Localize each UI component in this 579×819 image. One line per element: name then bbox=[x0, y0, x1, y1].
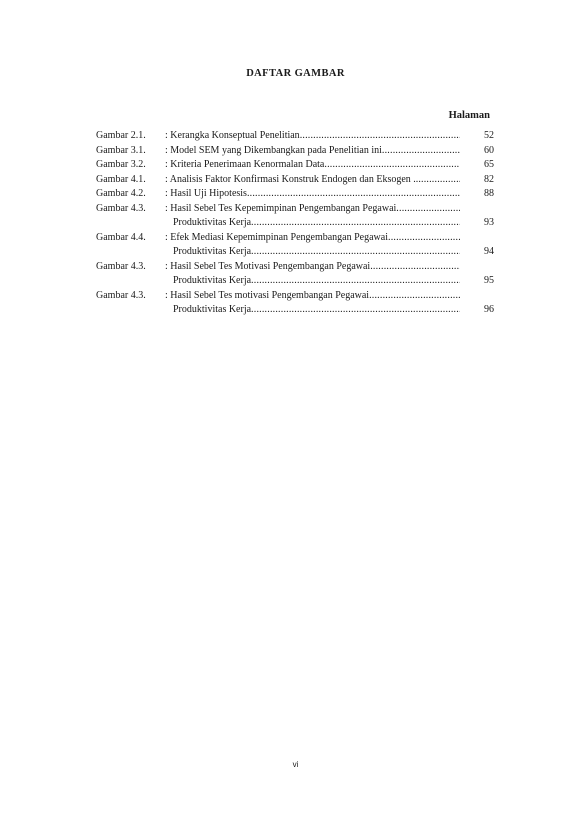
list-of-figures bbox=[96, 129, 494, 318]
figure-page-number: 94 bbox=[484, 246, 494, 257]
figure-page-number: 93 bbox=[484, 217, 494, 228]
figure-label: Gambar 4.3. bbox=[96, 289, 146, 301]
table-row bbox=[96, 158, 494, 173]
figure-label: Gambar 3.1. bbox=[96, 144, 146, 156]
table-row bbox=[96, 144, 494, 159]
figure-caption bbox=[165, 173, 460, 188]
figure-caption bbox=[165, 231, 460, 246]
figure-caption-text: : Kriteria Penerimaan Kenormalan Data bbox=[165, 159, 325, 170]
figure-page-number: 96 bbox=[484, 304, 494, 315]
figure-page-number: 88 bbox=[484, 188, 494, 199]
figure-caption-text: : Kerangka Konseptual Penelitian bbox=[165, 130, 300, 141]
figure-caption-text: : Analisis Faktor Konfirmasi Konstruk Endogen dan Eksogen .. bbox=[165, 173, 419, 185]
dot-leader bbox=[382, 144, 460, 159]
figure-page-number: 82 bbox=[484, 173, 494, 185]
dot-leader bbox=[251, 274, 460, 289]
figure-label: Gambar 3.2. bbox=[96, 159, 146, 170]
dot-leader bbox=[247, 187, 460, 202]
figure-caption bbox=[165, 274, 460, 289]
dot-leader bbox=[300, 129, 460, 144]
table-row bbox=[96, 173, 494, 188]
figure-caption-text: Produktivitas Kerja bbox=[173, 246, 252, 257]
figure-page-number: 65 bbox=[484, 159, 494, 170]
figure-label: Gambar 2.1. bbox=[96, 130, 146, 141]
figure-caption-text: : Efek Mediasi Kepemimpinan Pengembangan Pegawai bbox=[165, 231, 388, 243]
figure-label: Gambar 4.3. bbox=[96, 202, 146, 214]
figure-caption bbox=[165, 216, 460, 231]
figure-caption-text: Produktivitas Kerja bbox=[173, 304, 252, 315]
figure-label: Gambar 4.2. bbox=[96, 188, 146, 199]
dot-leader bbox=[251, 245, 460, 260]
dot-leader bbox=[370, 260, 460, 275]
dot-leader bbox=[324, 158, 460, 173]
figure-caption bbox=[165, 260, 460, 275]
table-row-continuation bbox=[96, 216, 494, 231]
figure-caption-text: Produktivitas Kerja bbox=[173, 217, 252, 228]
table-row bbox=[96, 187, 494, 202]
figure-page-number: 95 bbox=[484, 275, 494, 286]
table-row-continuation bbox=[96, 245, 494, 260]
figure-caption bbox=[165, 245, 460, 260]
figure-caption-text: : Hasil Uji Hipotesis bbox=[165, 188, 247, 199]
figure-caption bbox=[165, 129, 460, 144]
table-row bbox=[96, 231, 494, 246]
dot-leader bbox=[396, 202, 460, 217]
table-row-continuation bbox=[96, 274, 494, 289]
figure-caption bbox=[165, 202, 460, 217]
dot-leader bbox=[418, 173, 460, 188]
table-row bbox=[96, 129, 494, 144]
figure-caption bbox=[165, 158, 460, 173]
figure-label: Gambar 4.1. bbox=[96, 173, 146, 185]
page-title: DAFTAR GAMBAR bbox=[246, 68, 345, 79]
figure-page-number: 52 bbox=[484, 130, 494, 141]
figure-caption bbox=[165, 144, 460, 159]
dot-leader bbox=[251, 303, 460, 318]
figure-caption bbox=[165, 289, 460, 304]
table-row bbox=[96, 289, 494, 304]
figure-caption-text: Produktivitas Kerja bbox=[173, 275, 252, 286]
figure-caption bbox=[165, 187, 460, 202]
table-row bbox=[96, 260, 494, 275]
figure-label: Gambar 4.4. bbox=[96, 231, 146, 243]
page-number: vi bbox=[292, 760, 299, 769]
table-row-continuation bbox=[96, 303, 494, 318]
figure-page-number: 60 bbox=[484, 144, 494, 156]
figure-label: Gambar 4.3. bbox=[96, 260, 146, 272]
dot-leader bbox=[369, 289, 460, 304]
dot-leader bbox=[251, 216, 460, 231]
dot-leader bbox=[388, 231, 460, 246]
figure-caption-text: : Hasil Sebel Tes motivasi Pengembangan Pegawai bbox=[165, 289, 370, 301]
page-column-header: Halaman bbox=[448, 110, 490, 121]
figure-caption bbox=[165, 303, 460, 318]
figure-caption-text: : Hasil Sebel Tes Motivasi Pengembangan Pegawai bbox=[165, 260, 371, 272]
figure-caption-text: : Model SEM yang Dikembangkan pada Penelitian ini bbox=[165, 144, 382, 156]
figure-caption-text: : Hasil Sebel Tes Kepemimpinan Pengembangan Pegawai bbox=[165, 202, 397, 214]
table-row bbox=[96, 202, 494, 217]
